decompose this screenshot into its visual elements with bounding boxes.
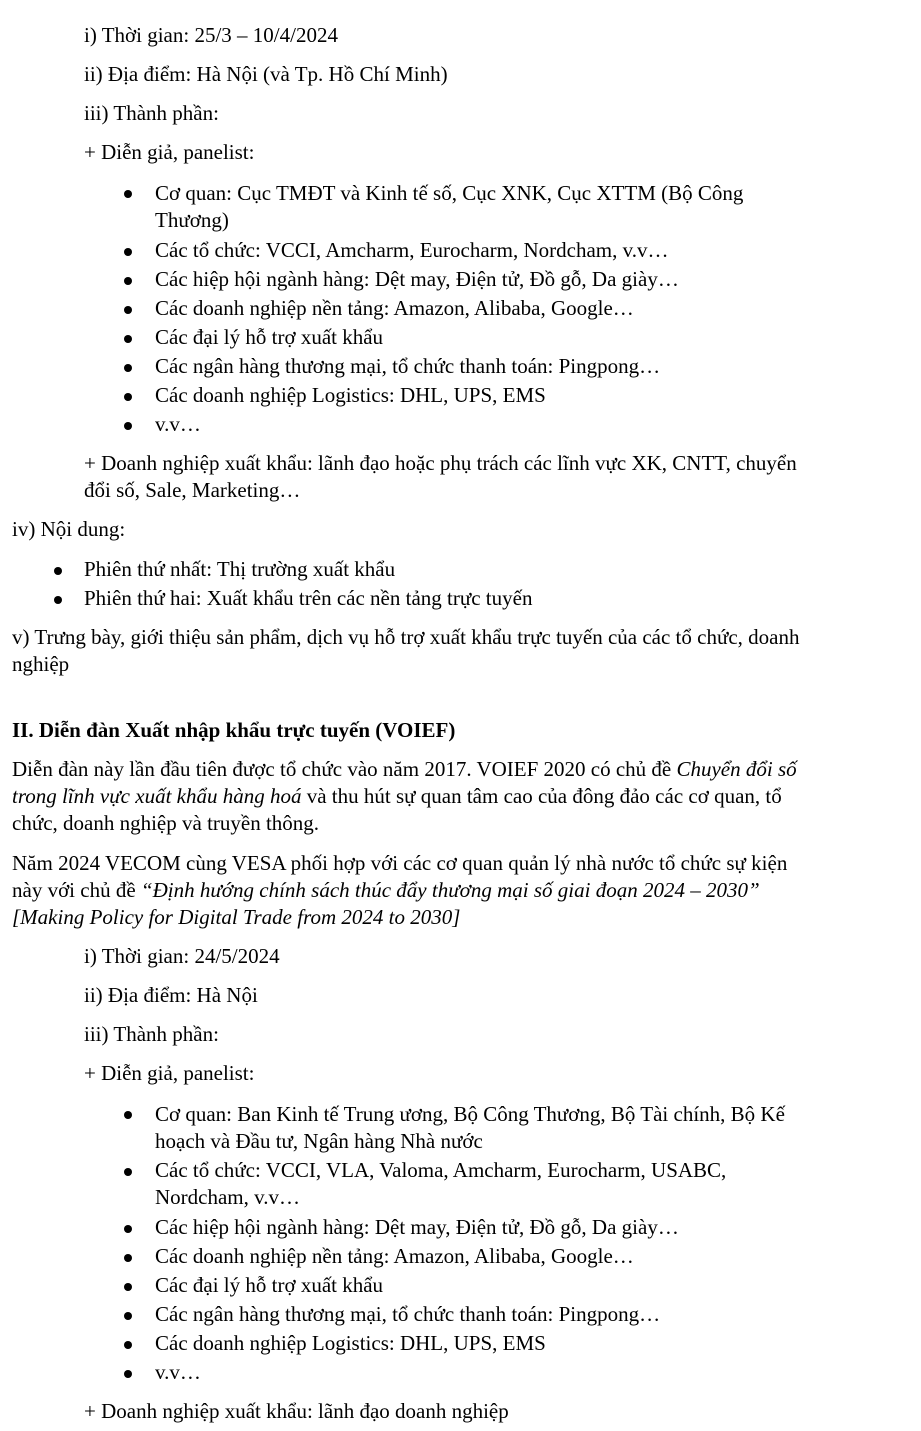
list-item: Cơ quan: Ban Kinh tế Trung ương, Bộ Công Thương, Bộ Tài chính, Bộ Kế [155, 1102, 785, 1126]
speakers-heading: + Diễn giả, panelist: [84, 140, 255, 164]
list-item: Các hiệp hội ngành hàng: Dệt may, Điện tử, Đồ gỗ, Da giày… [155, 267, 679, 291]
list-item-cont: hoạch và Đầu tư, Ngân hàng Nhà nước [155, 1129, 483, 1153]
paragraph-2-line-1: Năm 2024 VECOM cùng VESA phối hợp với các cơ quan quản lý nhà nước tổ chức sự kiện [12, 851, 788, 875]
bullet [124, 1225, 132, 1233]
bullet [124, 422, 132, 430]
bullet [124, 1312, 132, 1320]
session-item: Phiên thứ nhất: Thị trường xuất khẩu [84, 557, 396, 581]
bullet [124, 1168, 132, 1176]
paragraph-2-line-3 [12, 904, 460, 931]
paragraph-text: và thu hút sự quan tâm cao của đông đảo các cơ quan, tổ [301, 784, 782, 808]
composition-line: iii) Thành phần: [84, 1022, 219, 1046]
time-line: i) Thời gian: 25/3 – 10/4/2024 [84, 23, 338, 47]
bullet [124, 393, 132, 401]
list-item: v.v… [155, 412, 201, 436]
list-item: Các đại lý hỗ trợ xuất khẩu [155, 1273, 384, 1297]
exhibition-line-cont: nghiệp [12, 652, 70, 676]
paragraph-italic: [Making Policy for Digital Trade from 2024 to 2030] [12, 905, 461, 929]
list-item: Các doanh nghiệp Logistics: DHL, UPS, EMS [155, 1331, 546, 1355]
bullet [124, 1370, 132, 1378]
bullet [124, 190, 132, 198]
session-item: Phiên thứ hai: Xuất khẩu trên các nền tảng trực tuyến [84, 586, 533, 610]
time-line: i) Thời gian: 24/5/2024 [84, 944, 280, 968]
exporters-line: + Doanh nghiệp xuất khẩu: lãnh đạo doanh nghiệp [84, 1399, 509, 1423]
paragraph-1-line-3: chức, doanh nghiệp và truyền thông. [12, 811, 320, 835]
list-item: Các ngân hàng thương mại, tổ chức thanh toán: Pingpong… [155, 354, 661, 378]
bullet [124, 364, 132, 372]
section-heading: II. Diễn đàn Xuất nhập khẩu trực tuyến (VOIEF) [12, 718, 456, 742]
paragraph-italic: “Định hướng chính sách thúc đẩy thương mại số giai đoạn 2024 – 2030” [140, 878, 760, 902]
bullet [124, 1283, 132, 1291]
paragraph-italic: trong lĩnh vực xuất khẩu hàng hoá [12, 784, 302, 808]
list-item: Cơ quan: Cục TMĐT và Kinh tế số, Cục XNK, Cục XTTM (Bộ Công [155, 181, 744, 205]
speakers-heading: + Diễn giả, panelist: [84, 1061, 255, 1085]
bullet [124, 248, 132, 256]
list-item: Các doanh nghiệp nền tảng: Amazon, Alibaba, Google… [155, 296, 634, 320]
list-item: Các đại lý hỗ trợ xuất khẩu [155, 325, 384, 349]
paragraph-text: này với chủ đề [12, 878, 141, 902]
paragraph-2-line-2 [12, 877, 760, 904]
list-item: Các tổ chức: VCCI, Amcharm, Eurocharm, Nordcham, v.v… [155, 238, 669, 262]
bullet [124, 1254, 132, 1262]
paragraph-italic: Chuyển đổi số [676, 757, 797, 781]
content-heading: iv) Nội dung: [12, 517, 126, 541]
list-item: v.v… [155, 1360, 201, 1384]
bullet [124, 1341, 132, 1349]
bullet [124, 335, 132, 343]
bullet [54, 596, 62, 604]
exporters-line-cont: đổi số, Sale, Marketing… [84, 478, 301, 502]
exhibition-line: v) Trưng bày, giới thiệu sản phẩm, dịch vụ hỗ trợ xuất khẩu trực tuyến của các tổ chức, doanh [12, 625, 800, 649]
paragraph-1-line-1 [12, 756, 797, 783]
place-line: ii) Địa điểm: Hà Nội (và Tp. Hồ Chí Minh) [84, 62, 448, 86]
list-item: Các doanh nghiệp Logistics: DHL, UPS, EMS [155, 383, 546, 407]
place-line: ii) Địa điểm: Hà Nội [84, 983, 258, 1007]
bullet [124, 306, 132, 314]
list-item: Các doanh nghiệp nền tảng: Amazon, Alibaba, Google… [155, 1244, 634, 1268]
exporters-line: + Doanh nghiệp xuất khẩu: lãnh đạo hoặc phụ trách các lĩnh vực XK, CNTT, chuyển [84, 451, 797, 475]
list-item-cont: Nordcham, v.v… [155, 1185, 301, 1209]
list-item: Các tổ chức: VCCI, VLA, Valoma, Amcharm, Eurocharm, USABC, [155, 1158, 727, 1182]
bullet [124, 1111, 132, 1119]
paragraph-1-line-2 [12, 783, 782, 810]
list-item: Các hiệp hội ngành hàng: Dệt may, Điện tử, Đồ gỗ, Da giày… [155, 1215, 679, 1239]
list-item-cont: Thương) [155, 208, 229, 232]
bullet [124, 277, 132, 285]
paragraph-text: Diễn đàn này lần đầu tiên được tổ chức vào năm 2017. VOIEF 2020 có chủ đề [12, 757, 677, 781]
composition-line: iii) Thành phần: [84, 101, 219, 125]
bullet [54, 567, 62, 575]
list-item: Các ngân hàng thương mại, tổ chức thanh toán: Pingpong… [155, 1302, 661, 1326]
